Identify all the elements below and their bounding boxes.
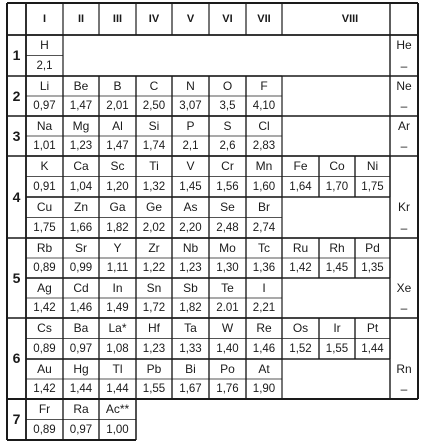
electronegativity-value: 1,67 — [179, 383, 202, 395]
element-symbol: Ni — [366, 159, 379, 173]
element-symbol: Ba — [73, 321, 89, 335]
noble-gas-value: – — [400, 139, 408, 153]
element-symbol: Ac** — [105, 402, 130, 416]
element-symbol: At — [258, 362, 270, 376]
element-symbol: Tl — [112, 362, 123, 376]
electronegativity-value: 2,01 — [106, 100, 129, 112]
element-symbol: Rb — [36, 241, 53, 255]
element-symbol: K — [40, 159, 49, 173]
element-symbol: Ti — [149, 159, 159, 173]
group-header-label: V — [186, 13, 195, 25]
period-label: 2 — [12, 88, 21, 104]
electronegativity-value: 0,97 — [33, 100, 56, 112]
electronegativity-value: 1,52 — [289, 342, 312, 355]
element-symbol: Co — [329, 159, 345, 173]
electronegativity-value: 3,07 — [179, 100, 202, 112]
electronegativity-value: 1,20 — [106, 180, 129, 193]
electronegativity-value: 2,6 — [219, 140, 236, 152]
element-symbol: As — [183, 200, 198, 214]
element-symbol: O — [222, 79, 233, 93]
noble-gas-symbol: Ne — [396, 79, 412, 93]
electronegativity-value: 1,01 — [33, 140, 56, 152]
electronegativity-value: 1,55 — [325, 342, 349, 355]
electronegativity-value: 2,1 — [182, 140, 199, 152]
electronegativity-value: 1,76 — [216, 383, 239, 395]
element-symbol: F — [260, 79, 268, 93]
electronegativity-value: 1,40 — [216, 342, 239, 355]
electronegativity-value: 1,66 — [69, 221, 93, 234]
group-header-label: I — [42, 13, 47, 25]
electronegativity-value: 1,82 — [179, 302, 202, 314]
electronegativity-value: 2,02 — [142, 221, 166, 234]
element-symbol: Pb — [146, 362, 162, 376]
electronegativity-value: 1,55 — [142, 383, 166, 395]
electronegativity-value: 1,00 — [106, 423, 129, 436]
period-label: 6 — [12, 350, 21, 366]
electronegativity-value: 1,70 — [325, 180, 349, 193]
electronegativity-value: 0,99 — [69, 262, 93, 274]
element-symbol: Sc — [110, 159, 125, 173]
element-symbol: Sr — [75, 241, 87, 255]
electronegativity-value: 1,64 — [289, 180, 312, 193]
electronegativity-value: 2,50 — [142, 100, 166, 112]
element-symbol: S — [223, 119, 232, 133]
electronegativity-value: 1,44 — [106, 383, 129, 395]
element-symbol: V — [186, 159, 195, 173]
electronegativity-value: 1,75 — [33, 221, 56, 234]
noble-gas-value: – — [400, 58, 408, 73]
element-symbol: Ru — [292, 241, 309, 255]
element-symbol: Ta — [184, 321, 197, 335]
group-header-label: VII — [257, 13, 271, 25]
element-symbol: Cs — [37, 321, 52, 335]
period-label: 1 — [12, 47, 21, 63]
electronegativity-value: 1,08 — [106, 342, 129, 355]
electronegativity-value: 1,45 — [179, 180, 202, 193]
element-symbol: In — [112, 281, 123, 295]
electronegativity-value: 0,89 — [33, 423, 56, 436]
electronegativity-value: 1,36 — [252, 262, 276, 274]
element-symbol: Y — [113, 241, 122, 255]
element-symbol: Zn — [73, 200, 88, 214]
element-symbol: Sn — [146, 281, 162, 295]
electronegativity-value: 1,74 — [142, 140, 166, 152]
electronegativity-value: 1,75 — [361, 180, 384, 193]
element-symbol: Mg — [72, 119, 90, 133]
element-symbol: Hf — [148, 321, 160, 335]
electronegativity-value: 0,97 — [69, 423, 93, 436]
electronegativity-value: 0,89 — [33, 262, 56, 274]
electronegativity-value: 1,23 — [179, 262, 202, 274]
group-header-label: III — [112, 13, 123, 25]
electronegativity-value: 1,22 — [142, 262, 166, 274]
electronegativity-value: 1,60 — [252, 180, 276, 193]
group-header-label: II — [77, 13, 85, 25]
electronegativity-value: 1,47 — [69, 100, 93, 112]
element-symbol: Cu — [36, 200, 53, 214]
electronegativity-value: 1,46 — [69, 302, 93, 314]
element-symbol: Si — [148, 119, 160, 133]
electronegativity-value: 2,21 — [252, 302, 276, 314]
noble-gas-symbol: Kr — [398, 200, 410, 214]
noble-gas-symbol: He — [396, 38, 412, 52]
electronegativity-value: 1,56 — [216, 180, 239, 193]
group-header-label: VIII — [341, 13, 359, 25]
electronegativity-value: 2.01 — [216, 302, 239, 314]
element-symbol: Be — [73, 79, 89, 93]
electronegativity-value: 1,23 — [142, 342, 166, 355]
element-symbol: Os — [292, 321, 309, 335]
group-header-label: VI — [222, 13, 233, 25]
electronegativity-value: 1,42 — [33, 302, 56, 314]
element-symbol: Bi — [185, 362, 196, 376]
period-label: 7 — [12, 411, 21, 427]
group-header-label: IV — [148, 13, 160, 25]
electronegativity-value: 1,44 — [361, 342, 384, 355]
element-symbol: Nb — [182, 241, 199, 255]
noble-gas-symbol: Xe — [396, 281, 412, 295]
element-symbol: W — [221, 321, 234, 335]
electronegativity-value: 1,11 — [106, 262, 129, 274]
noble-gas-value: – — [400, 99, 408, 113]
electronegativity-value: 1,90 — [252, 383, 276, 395]
period-label: 4 — [12, 189, 21, 205]
element-symbol: Zr — [148, 241, 160, 255]
electronegativity-value: 1,72 — [142, 302, 166, 314]
electronegativity-value: 0,89 — [33, 342, 56, 355]
element-symbol: Li — [39, 79, 50, 93]
electronegativity-value: 1,49 — [106, 302, 129, 314]
element-symbol: Cd — [73, 281, 89, 295]
electronegativity-value: 1,04 — [69, 180, 93, 193]
electronegativity-value: 1,45 — [325, 262, 349, 274]
element-symbol: Na — [36, 119, 53, 133]
element-symbol: Ge — [145, 200, 162, 214]
element-symbol: Al — [112, 119, 123, 133]
element-symbol: Pt — [366, 321, 379, 335]
electronegativity-value: 1,33 — [179, 342, 202, 355]
element-symbol: Po — [220, 362, 235, 376]
element-symbol: Fr — [38, 402, 51, 416]
electronegativity-value: 1,32 — [142, 180, 166, 193]
electronegativity-value: 1,82 — [106, 221, 129, 234]
element-symbol: Mn — [255, 159, 273, 173]
element-symbol: Ag — [37, 281, 52, 295]
element-symbol: Te — [221, 281, 234, 295]
element-symbol: Sb — [183, 281, 198, 295]
electronegativity-value: 1,23 — [69, 140, 93, 152]
element-symbol: H — [40, 38, 49, 52]
electronegativity-value: 3,5 — [219, 100, 236, 112]
electronegativity-value: 2,20 — [179, 221, 202, 234]
electronegativity-value: 2,48 — [216, 221, 239, 234]
element-symbol: N — [186, 79, 195, 93]
element-symbol: Rh — [329, 241, 345, 255]
noble-gas-symbol: Rn — [396, 362, 412, 376]
electronegativity-value: 1,47 — [106, 140, 129, 152]
element-symbol: Ca — [73, 159, 89, 173]
electronegativity-value: 1,30 — [216, 262, 239, 274]
period-label: 5 — [12, 270, 21, 286]
element-symbol: Se — [220, 200, 235, 214]
element-symbol: Mo — [219, 241, 236, 255]
noble-gas-value: – — [400, 382, 408, 396]
element-symbol: Au — [37, 362, 52, 376]
electronegativity-value: 1,42 — [33, 383, 56, 395]
electronegativity-value: 0,91 — [33, 180, 56, 193]
electronegativity-value: 1,46 — [252, 342, 276, 355]
electronegativity-value: 1,44 — [69, 383, 93, 395]
element-symbol: B — [113, 79, 122, 93]
element-symbol: Hg — [73, 362, 89, 376]
electronegativity-value: 2,1 — [36, 59, 53, 72]
element-symbol: Ga — [109, 200, 126, 214]
noble-gas-symbol: Ar — [398, 119, 410, 133]
element-symbol: Re — [256, 321, 272, 335]
electronegativity-value: 0,97 — [69, 342, 93, 355]
element-symbol: Fe — [293, 159, 308, 173]
element-symbol: Br — [258, 200, 270, 214]
element-symbol: P — [186, 119, 195, 133]
element-symbol: Pd — [365, 241, 380, 255]
element-symbol: Ra — [73, 402, 89, 416]
element-symbol: I — [262, 281, 266, 295]
electronegativity-value: 1,35 — [361, 262, 384, 274]
element-symbol: Cr — [221, 159, 234, 173]
element-symbol: C — [149, 79, 159, 93]
period-label: 3 — [12, 128, 21, 144]
noble-gas-value: – — [400, 301, 408, 315]
electronegativity-value: 4,10 — [252, 100, 276, 112]
electronegativity-value: 2,83 — [252, 140, 276, 152]
electronegativity-value: 2,74 — [252, 221, 276, 234]
element-symbol: Ir — [333, 321, 341, 335]
element-symbol: La* — [108, 321, 127, 335]
electronegativity-value: 1,42 — [289, 262, 312, 274]
element-symbol: Cl — [258, 119, 270, 133]
element-symbol: Tc — [258, 241, 270, 255]
noble-gas-value: – — [400, 220, 408, 235]
